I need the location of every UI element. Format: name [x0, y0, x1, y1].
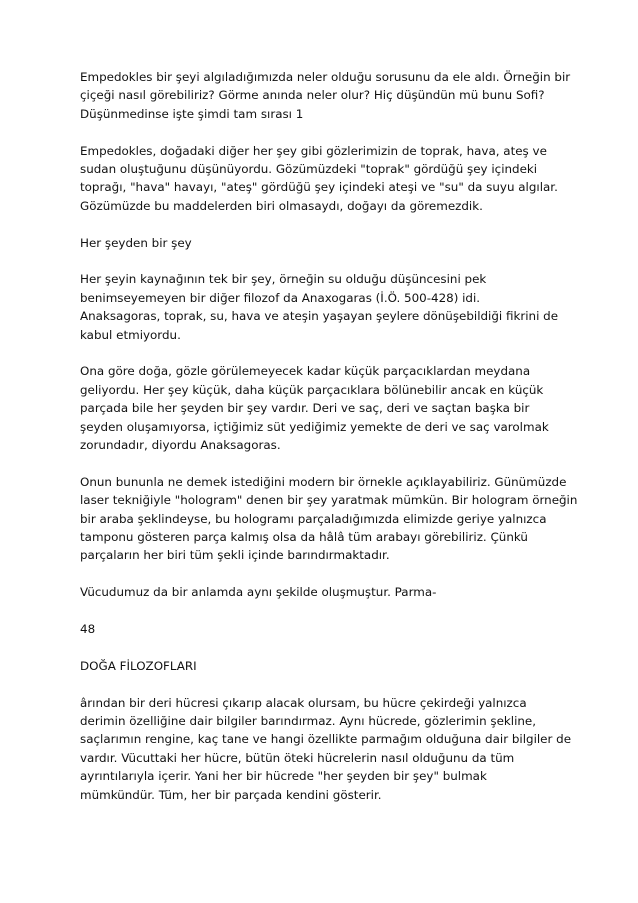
text-line: bir araba şeklindeyse, bu hologramı parçaladığımızda elimizde geriye yalnızca	[80, 511, 547, 526]
text-line: Gözümüzde bu maddelerden biri olmasaydı, doğayı da göremezdik.	[80, 198, 483, 213]
text-line: çiçeği nasıl görebiliriz? Görme anında neler olur? Hiç düşündün mü bunu Sofi?	[80, 88, 545, 103]
paragraph-p5	[80, 362, 580, 454]
paragraph-p8	[80, 620, 580, 638]
text-line: derimin özelliğine dair bilgiler barındırmaz. Aynı hücrede, gözlerimin şekline,	[80, 714, 537, 729]
text-line: mümkündür. Tüm, her bir parçada kendini gösterir.	[80, 787, 382, 802]
text-line: ârından bir deri hücresi çıkarıp alacak olursam, bu hücre çekirdeği yalnızca	[80, 695, 527, 710]
text-line: Anaksagoras, toprak, su, hava ve ateşin yaşayan şeylere dönüşebildiği fikrini de	[80, 309, 559, 324]
text-line: ayrıntılarıyla içerir. Yani her bir hücrede "her şeyden bir şey" bulmak	[80, 769, 487, 784]
text-line: Vücudumuz da bir anlamda aynı şekilde oluşmuştur. Parma-	[80, 585, 437, 600]
text-line: Empedokles bir şeyi algıladığımızda neler olduğu sorusunu da ele aldı. Örneğin bir	[80, 70, 571, 84]
text-line: parçaların her biri tüm şekli içinde barındırmaktadır.	[80, 548, 390, 563]
paragraph-p3	[80, 234, 580, 252]
text-line: Onun bununla ne demek istediğini modern bir örnekle açıklayabiliriz. Günümüzde	[80, 474, 567, 489]
text-line: toprağı, "hava" havayı, "ateş" gördüğü şey içindeki ateşi ve "su" da suyu algılar.	[80, 180, 558, 195]
text-line: Her şeyin kaynağının tek bir şey, örneğin su olduğu düşüncesini pek	[80, 272, 487, 287]
text-line: DOĞA FİLOZOFLARI	[80, 658, 197, 673]
text-line: Her şeyden bir şey	[80, 235, 192, 250]
paragraph-p4	[80, 270, 580, 344]
paragraph-p10	[80, 694, 580, 804]
text-line: parçada bile her şeyden bir şey vardır. Deri ve saç, deri ve saçtan başka bir	[80, 401, 530, 416]
text-line: tamponu gösteren parça kalmış olsa da hâlâ tüm arabayı görebiliriz. Çünkü	[80, 530, 528, 545]
paragraph-p1	[80, 68, 580, 123]
text-line: 48	[80, 622, 96, 637]
text-line: sudan oluştuğunu düşünüyordu. Gözümüzdeki "toprak" gördüğü şey içindeki	[80, 162, 538, 177]
text-line: Ona göre doğa, gözle görülemeyecek kadar küçük parçacıklardan meydana	[80, 364, 531, 379]
paragraph-p2	[80, 142, 580, 216]
text-line: Düşünmedinse işte şimdi tam sırası 1	[80, 106, 304, 121]
paragraph-p9	[80, 657, 580, 675]
text-line: Empedokles, doğadaki diğer her şey gibi gözlerimizin de toprak, hava, ateş ve	[80, 143, 547, 158]
paragraph-p6	[80, 473, 580, 565]
text-line: laser tekniğiyle "hologram" denen bir şey yaratmak mümkün. Bir hologram örneğin	[80, 493, 578, 508]
paragraph-p7	[80, 583, 580, 601]
text-line: kabul etmiyordu.	[80, 327, 181, 342]
text-line: benimseyemeyen bir diğer filozof da Anaxogaras (İ.Ö. 500-428) idi.	[80, 290, 481, 305]
text-line: vardır. Vücuttaki her hücre, bütün öteki hücrelerin nasıl olduğunu da tüm	[80, 750, 515, 765]
text-line: şeyden oluşamıyorsa, içtiğimiz süt yediğimiz yemekte de deri ve saç varolmak	[80, 419, 549, 434]
text-line: zorundadır, diyordu Anaksagoras.	[80, 438, 281, 453]
document-page	[80, 68, 580, 823]
text-line: geliyordu. Her şey küçük, daha küçük parçacıklara bölünebilir ancak en küçük	[80, 382, 544, 397]
text-line: saçlarımın rengine, kaç tane ve hangi özellikte parmağım olduğuna dair bilgiler de	[80, 732, 572, 747]
